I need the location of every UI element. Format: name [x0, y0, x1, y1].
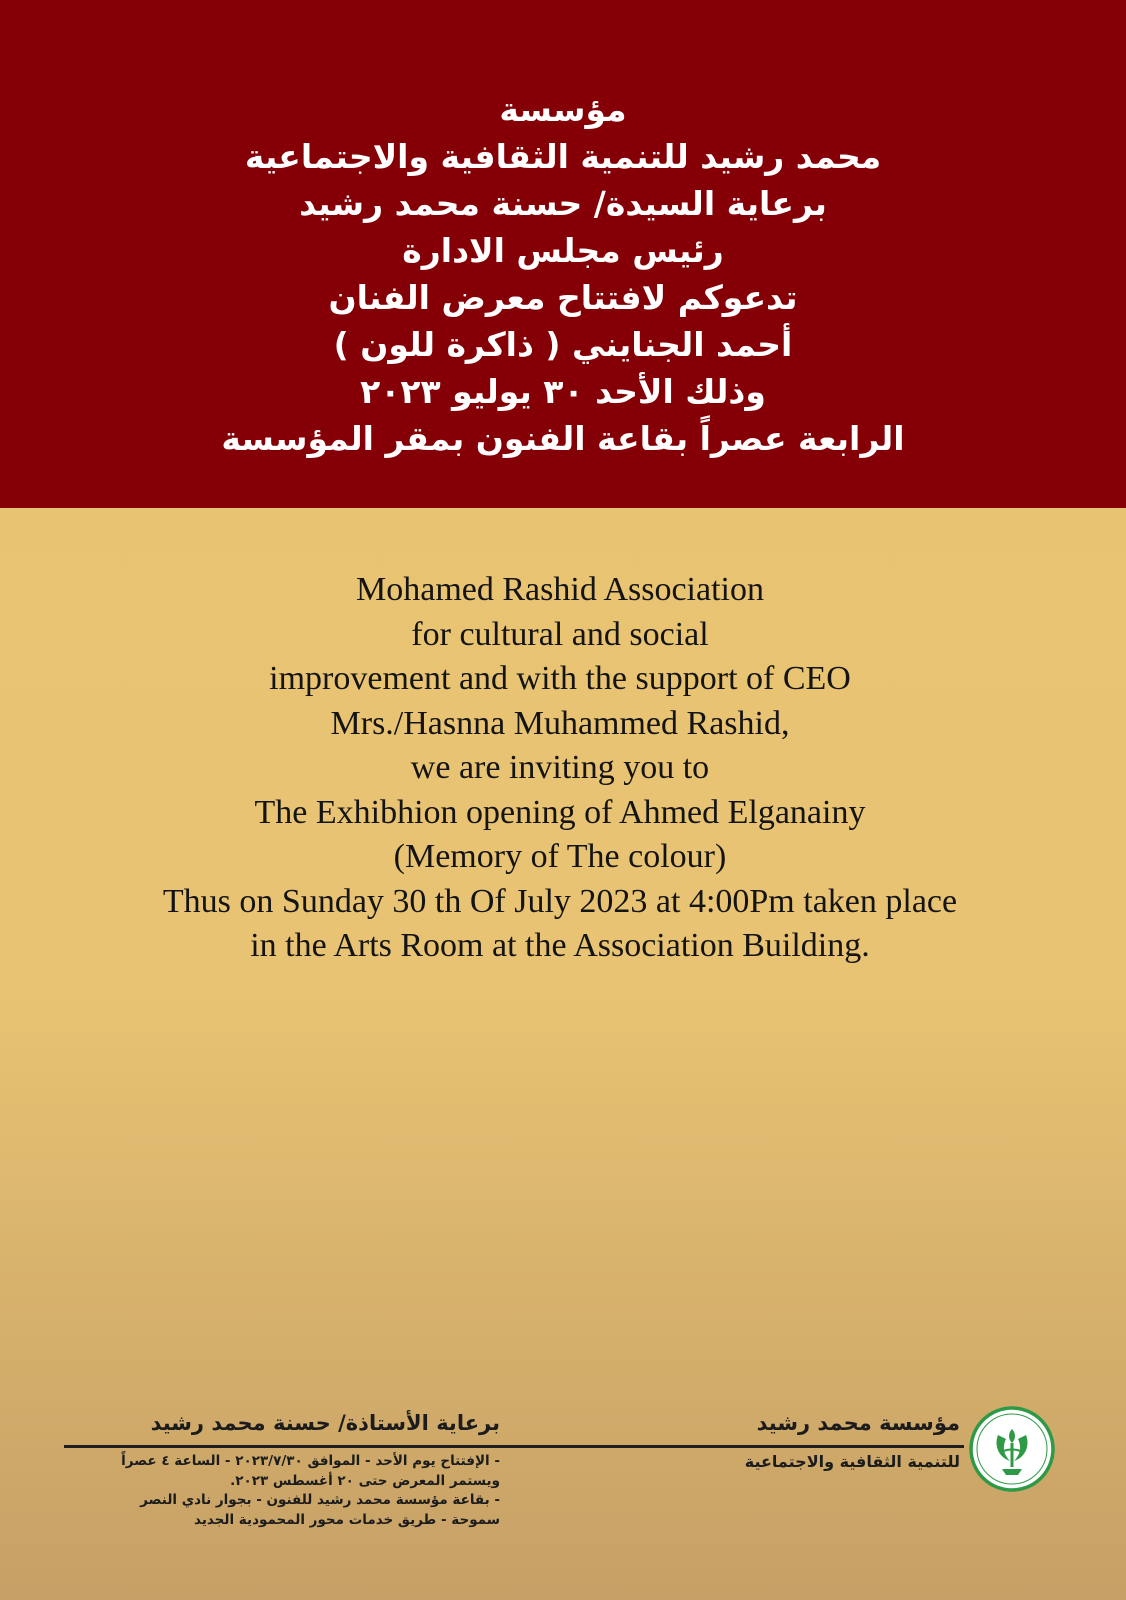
footer-detail-line: ويستمر المعرض حتى ٢٠ أغسطس ٢٠٢٣. [230, 1472, 500, 1489]
arabic-line: تدعوكم لافتتاح معرض الفنان [328, 278, 798, 317]
footer-patron: برعاية الأستاذة/ حسنة محمد رشيد [150, 1411, 500, 1435]
arabic-line: برعاية السيدة/ حسنة محمد رشيد [299, 184, 827, 223]
english-invitation [0, 568, 1120, 969]
english-line: in the Arts Room at the Association Building. [250, 927, 870, 964]
english-line: The Exhibhion opening of Ahmed Elganainy [254, 793, 866, 831]
footer-patron-block [70, 1406, 500, 1530]
footer-org-block [700, 1406, 960, 1474]
arabic-line: الرابعة عصراً بقاعة الفنون بمقر المؤسسة [221, 419, 905, 458]
footer-detail-line: - بقاعة مؤسسة محمد رشيد للفنون - بجوار نادي النصر [140, 1492, 500, 1508]
arabic-line: أحمد الجنايني ( ذاكرة للون ) [333, 325, 793, 364]
english-line: for cultural and social [411, 615, 709, 653]
english-line: (Memory of The colour) [393, 838, 727, 875]
footer-org-subtitle: للتنمية الثقافية والاجتماعية [744, 1452, 960, 1471]
english-line: Mrs./Hasnna Muhammed Rashid, [330, 704, 790, 742]
arabic-invitation [0, 86, 1126, 462]
arabic-line: محمد رشيد للتنمية الثقافية والاجتماعية [244, 137, 882, 176]
footer-detail-line: سموحة - طريق خدمات محور المحمودية الجديد [194, 1511, 500, 1528]
english-line: improvement and with the support of CEO [269, 660, 851, 697]
association-logo [968, 1405, 1056, 1493]
english-line: Thus on Sunday 30 th Of July 2023 at 4:00Pm taken place [162, 882, 958, 920]
arabic-line: مؤسسة [499, 90, 627, 129]
footer-detail-line: - الإفتتاح يوم الأحد - الموافق ٢٠٢٣/٧/٣٠ - الساعة ٤ عصراً [121, 1453, 500, 1469]
english-line: Mohamed Rashid Association [356, 571, 764, 608]
arabic-line: رئيس مجلس الادارة [402, 231, 724, 270]
bird-emblem-icon [968, 1405, 1056, 1493]
footer-org-name: مؤسسة محمد رشيد [756, 1411, 960, 1435]
english-line: we are inviting you to [410, 749, 710, 786]
arabic-line: وذلك الأحد ٣٠ يوليو ٢٠٢٣ [360, 372, 766, 411]
